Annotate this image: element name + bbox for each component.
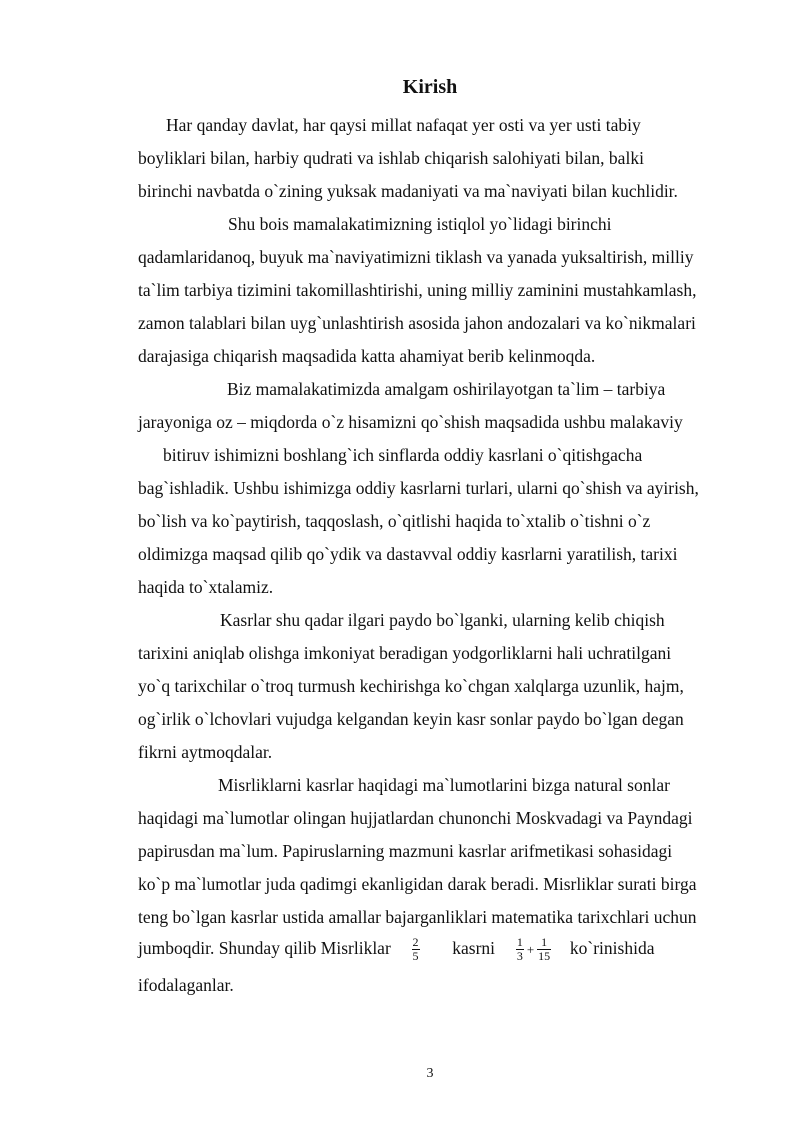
formula-line [138,933,654,965]
fraction-denominator: 3 [516,949,523,964]
fraction-two-fifths [412,936,420,963]
text-line: ko`p ma`lumotlar juda qadimgi ekanligidan darak beradi. Misrliklar surati birga [138,874,697,894]
text-line: og`irlik o`lchovlari vujudga kelgandan keyin kasr sonlar paydo bo`lgan degan [138,709,684,729]
formula-text-middle: kasrni [452,938,496,958]
formula-text-after: ko`rinishida [569,938,655,958]
text-line: fikrni aytmoqdalar. [138,742,273,762]
text-line: bag`ishladik. Ushbu ishimizga oddiy kasrlarni turlari, ularni qo`shish va ayirish, [138,478,699,498]
text-line: ta`lim tarbiya tizimini takomillashtirishi, uning milliy zaminini mustahkamlash, [138,280,697,300]
text-line: zamon talablari bilan uyg`unlashtirish asosida jahon andozalari va ko`nikmalari [138,313,696,333]
fraction-one-third [516,936,524,963]
text-line: papirusdan ma`lum. Papiruslarning mazmuni kasrlar arifmetikasi sohasidagi [138,841,673,861]
text-line: Kasrlar shu qadar ilgari paydo bo`lganki, ularning kelib chiqish [220,610,665,630]
text-line: haqidagi ma`lumotlar olingan hujjatlardan chunonchi Moskvadagi va Payndagi [138,808,693,828]
fraction-denominator: 5 [412,949,419,964]
fraction-numerator: 1 [537,936,551,950]
text-line: jarayoniga oz – miqdorda o`z hisamizni qo`shish maqsadida ushbu malakaviy [138,412,683,432]
text-line: Har qanday davlat, har qaysi millat nafaqat yer osti va yer usti tabiy [166,115,641,135]
fraction-numerator: 2 [412,935,419,950]
text-line: yo`q tarixchilar o`troq turmush kechirishga ko`chgan xalqlarga uzunlik, hajm, [138,676,684,696]
plus-sign: + [526,941,535,957]
text-line: bo`lish va ko`paytirish, taqqoslash, o`qitlishi haqida to`xtalib o`tishni o`z [138,511,651,531]
fraction-one-fifteenth [537,936,551,963]
text-line: Misrliklarni kasrlar haqidagi ma`lumotlarini bizga natural sonlar [218,775,670,795]
text-line: boyliklari bilan, harbiy qudrati va ishlab chiqarish salohiyati bilan, balki [138,148,644,168]
formula-text-before: jumboqdir. Shunday qilib Misrliklar [138,938,391,958]
text-line: darajasiga chiqarish maqsadida katta ahamiyat berib kelinmoqda. [138,346,596,366]
text-line: birinchi navbatda o`zining yuksak madaniyati va ma`naviyati bilan kuchlidir. [138,181,678,201]
text-line: Shu bois mamalakatimizning istiqlol yo`lidagi birinchi [228,214,612,234]
text-line: teng bo`lgan kasrlar ustida amallar bajarganliklari matematika tarixchlari uchun [138,907,697,927]
text-line: tarixini aniqlab olishga imkoniyat beradigan yodgorliklarni hali uchratilgani [138,643,672,663]
text-line: ifodalaganlar. [138,975,234,995]
page-title: Kirish [402,76,458,98]
text-line: haqida to`xtalamiz. [138,577,274,597]
fraction-numerator: 1 [516,935,523,950]
page-number: 3 [426,1066,434,1081]
text-line: bitiruv ishimizni boshlang`ich sinflarda oddiy kasrlani o`qitishgacha [163,445,643,465]
text-line: qadamlaridanoq, buyuk ma`naviyatimizni tiklash va yanada yuksaltirish, milliy [138,247,694,267]
text-line: Biz mamalakatimizda amalgam oshirilayotgan ta`lim – tarbiya [227,379,666,399]
fraction-denominator: 15 [538,949,551,964]
text-line: oldimizga maqsad qilib qo`ydik va dastavval oddiy kasrlarni yaratilish, tarixi [138,544,678,564]
